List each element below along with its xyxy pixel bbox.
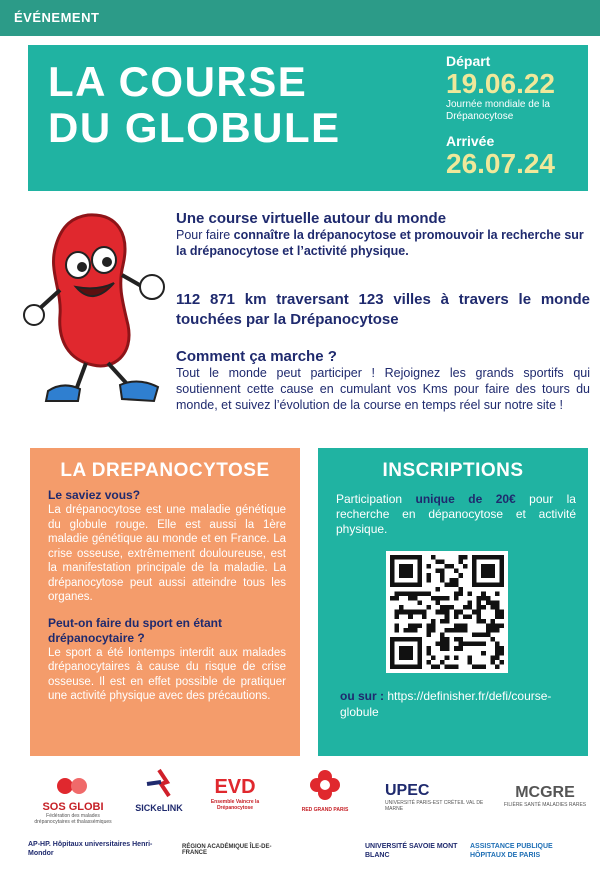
depart-date: 19.06.22 bbox=[446, 68, 555, 99]
title-line-1: LA COURSE bbox=[48, 58, 308, 105]
title-line-2: DU GLOBULE bbox=[48, 104, 341, 151]
answer-1: La drépanocytose est une maladie génétique du globule rouge. Elle est aussi la 1ère maladie génétique au monde et en France. La crise osseuse, extrêmement douloureuse, est la manifestation principale de la maladie. La drépanocytose peut aussi atteindre tous les organes. bbox=[48, 504, 286, 603]
drepanocytose-panel bbox=[30, 448, 300, 756]
sicklink-logo: SICKeLINK bbox=[124, 768, 194, 813]
dates-block bbox=[446, 53, 586, 179]
mcgre-logo: MCGRE FILIÈRE SANTÉ MALADIES RARES bbox=[503, 784, 587, 808]
intro-heading: Une course virtuelle autour du monde bbox=[176, 210, 447, 227]
hero-banner bbox=[28, 45, 588, 191]
evd-logo: EVD Ensemble Vaincre la Drépanocytose bbox=[210, 776, 260, 811]
usmb-logo: UNIVERSITÉ SAVOIE MONT BLANC bbox=[365, 843, 458, 859]
arrivee-label: Arrivée bbox=[446, 133, 495, 149]
how-it-works bbox=[176, 348, 590, 413]
qr-code-image bbox=[390, 555, 504, 669]
intro-text: Pour faire connaître la drépanocytose et promouvoir la recherche sur la drépanocytose et l’activité physique. bbox=[176, 228, 584, 258]
answer-2: Le sport a été lontemps interdit aux malades drépanocytaires à cause du risque de crise osseuse. Il est en effet possible de pratiquer une activité physique avec des précautions. bbox=[48, 646, 286, 702]
question-2: Peut-on faire du sport en étant drépanocytaire ? bbox=[48, 615, 223, 645]
stats-headline: 112 871 km traversant 123 villes à travers le monde touchées par la Drépanocytose bbox=[176, 291, 590, 328]
upec-logo: UPEC UNIVERSITÉ PARIS-EST CRÉTEIL VAL DE MARNE bbox=[385, 782, 484, 812]
depart-subtitle: Journée mondiale de la Drépanocytose bbox=[446, 99, 550, 122]
aphp-logo: AP-HP. Hôpitaux universitaires Henri-Mondor bbox=[28, 841, 153, 857]
question-1: Le saviez vous? bbox=[48, 488, 141, 502]
intro-block bbox=[176, 210, 590, 259]
red-blood-cell-mascot-illustration bbox=[18, 205, 168, 415]
sos-globi-logo: SOS GLOBI Fédération des malades drépanocytaires et thalassémiques bbox=[28, 776, 118, 825]
qr-code[interactable] bbox=[386, 551, 508, 673]
inscriptions-text: Participation unique de 20€ pour la recherche en dépanocytose et activité physique. bbox=[336, 492, 576, 536]
inscriptions-title: INSCRIPTIONS bbox=[382, 460, 524, 481]
section-label: ÉVÉNEMENT bbox=[14, 10, 100, 25]
sos-globi-icon bbox=[55, 776, 91, 796]
region-academique-logo: RÉGION ACADÉMIQUE ÎLE-DE-FRANCE bbox=[182, 844, 272, 856]
red-grand-paris-logo: RED GRAND PARIS bbox=[290, 768, 360, 813]
how-heading: Comment ça marche ? bbox=[176, 348, 337, 365]
inscriptions-panel bbox=[318, 448, 588, 756]
runner-icon bbox=[139, 768, 179, 798]
drepanocytose-title: LA DREPANOCYTOSE bbox=[60, 460, 270, 481]
partner-logos bbox=[0, 762, 600, 872]
event-title bbox=[48, 59, 341, 151]
registration-link[interactable]: ou sur : https://definisher.fr/defi/course-globule bbox=[340, 689, 552, 719]
arrivee-date: 26.07.24 bbox=[446, 148, 555, 179]
how-text: Tout le monde peut participer ! Rejoignez les grands sportifs qui soutiennent cette cause en cumulant vos Kms pour faire des tours du monde, et suivez l’évolution de la course en temps réel sur notre site ! bbox=[176, 366, 590, 412]
depart-label: Départ bbox=[446, 53, 491, 69]
aphp-paris-logo: ASSISTANCE PUBLIQUE HÔPITAUX DE PARIS bbox=[470, 843, 553, 859]
flower-icon bbox=[308, 768, 342, 802]
section-bar bbox=[0, 0, 600, 36]
